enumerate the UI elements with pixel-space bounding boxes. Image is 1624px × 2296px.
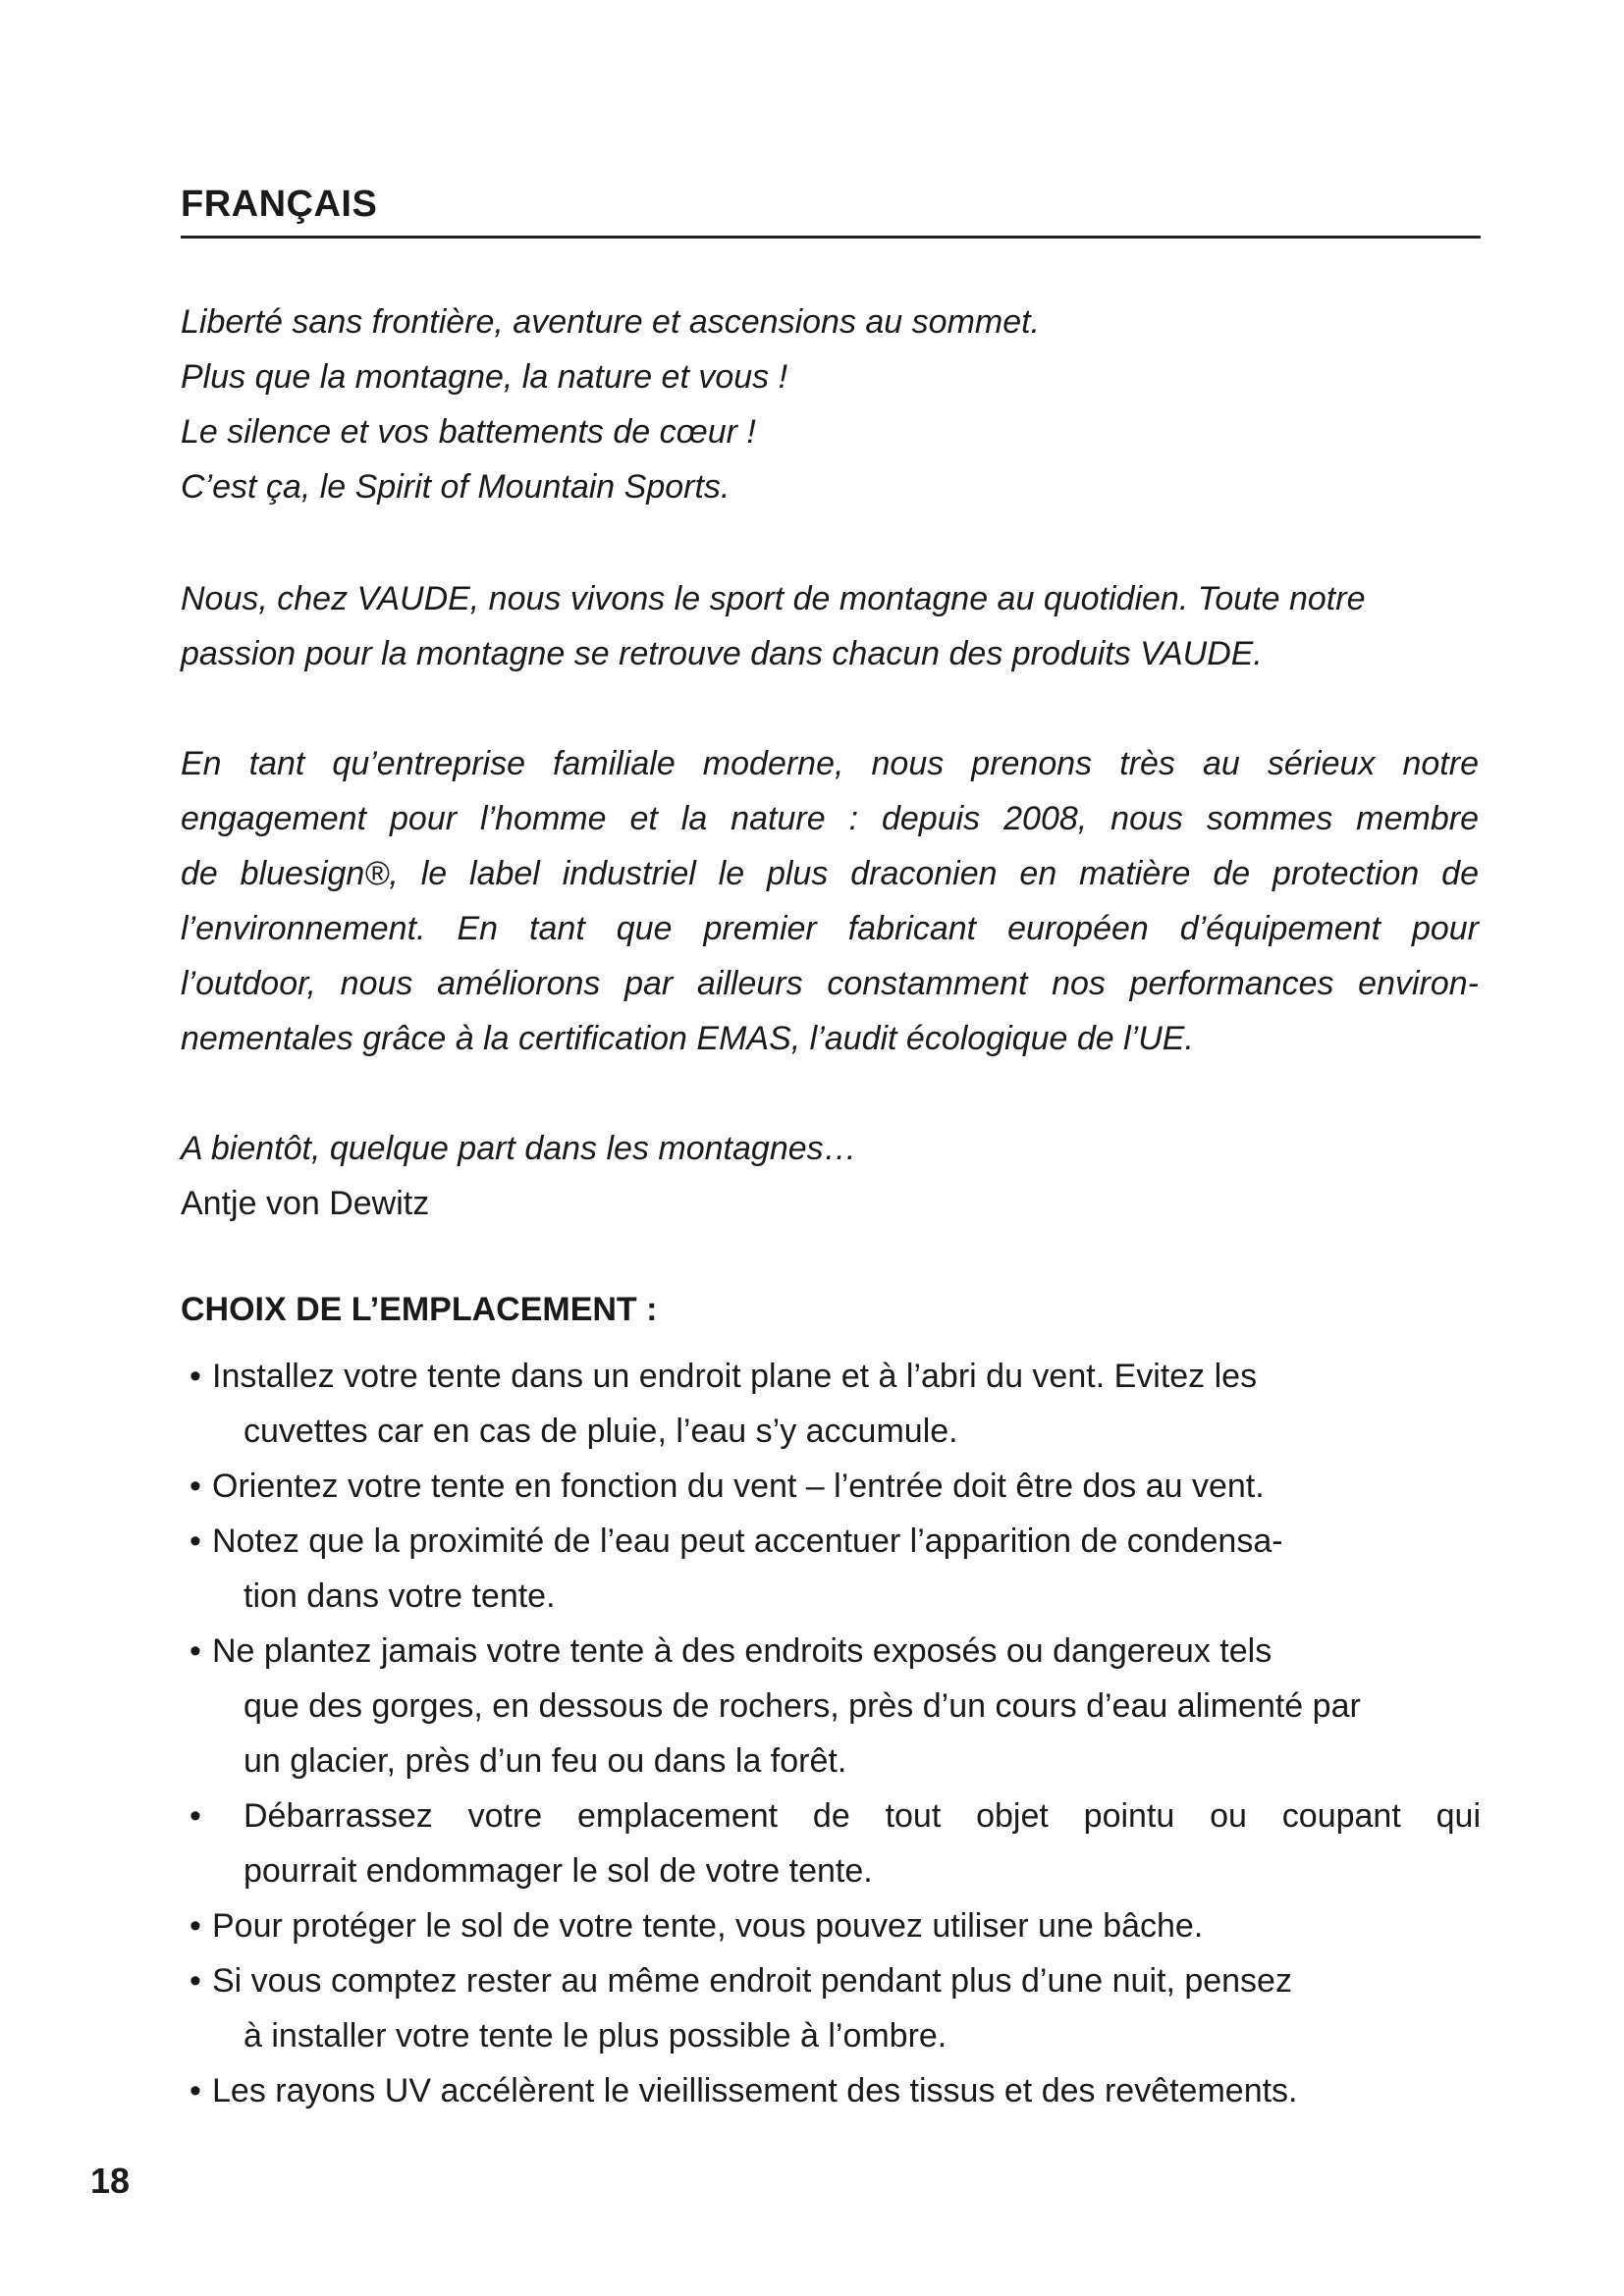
list-item-line: Orientez votre tente en fonction du vent – l’entrée doit être dos au vent. — [212, 1468, 1265, 1505]
list-item-line: Débarrassez votre emplacement de tout objet pointu ou coupant qui — [244, 1797, 1481, 1835]
list-item-line: Ne plantez jamais votre tente à des endroits exposés ou dangereux tels — [212, 1632, 1272, 1670]
paragraph-line: l’environnement. En tant que premier fabricant européen d’équipement pour — [181, 910, 1479, 947]
intro-paragraph-family-company — [181, 736, 1479, 1066]
heading-divider — [181, 236, 1481, 239]
list-item-text — [212, 1898, 1481, 1953]
poem-line: Liberté sans frontière, aventure et ascensions au sommet. — [181, 303, 1041, 341]
list-item-text — [212, 1624, 1481, 1789]
poem-line: Plus que la montagne, la nature et vous ! — [181, 358, 788, 396]
list-item — [181, 1514, 1481, 1624]
site-choice-heading: CHOIX DE L’EMPLACEMENT : — [181, 1291, 658, 1328]
paragraph-line: nementales grâce à la certification EMAS, l’audit écologique de l’UE. — [181, 1020, 1194, 1057]
bullet-icon: • — [189, 1632, 201, 1670]
list-item-line: que des gorges, en dessous de rochers, près d’un cours d’eau alimenté par — [244, 1687, 1361, 1725]
list-item-text — [212, 1953, 1481, 2063]
list-item-text — [212, 1459, 1481, 1514]
list-item-line: pourrait endommager le sol de votre tente. — [244, 1852, 873, 1890]
paragraph-line: Nous, chez VAUDE, nous vivons le sport de montagne au quotidien. Toute notre — [181, 580, 1366, 617]
list-item-line: Les rayons UV accélèrent le vieillissement des tissus et des revêtements. — [212, 2072, 1298, 2109]
poem-line: Le silence et vos battements de cœur ! — [181, 413, 756, 451]
signature: Antje von Dewitz — [181, 1185, 430, 1222]
bullet-icon: • — [189, 1358, 201, 1395]
list-item-line: Notez que la proximité de l’eau peut accentuer l’apparition de condensa- — [212, 1522, 1283, 1560]
paragraph-line: passion pour la montagne se retrouve dans chacun des produits VAUDE. — [181, 635, 1263, 672]
list-item-line: un glacier, près d’un feu ou dans la forêt. — [244, 1742, 847, 1780]
list-item — [181, 2063, 1481, 2118]
intro-poem — [181, 294, 1479, 514]
list-item — [181, 1349, 1481, 1459]
list-item — [181, 1459, 1481, 1514]
list-item — [181, 1789, 1481, 1898]
bullet-icon: • — [189, 1797, 201, 1835]
paragraph-line: En tant qu’entreprise familiale moderne, nous prenons très au sérieux notre — [181, 745, 1479, 782]
bullet-icon: • — [189, 1522, 201, 1560]
bullet-icon: • — [189, 1907, 201, 1945]
bullet-icon: • — [189, 1468, 201, 1505]
intro-paragraph-vaude — [181, 571, 1479, 681]
list-item-line: cuvettes car en cas de pluie, l’eau s’y accumule. — [244, 1413, 958, 1450]
list-item-line: tion dans votre tente. — [244, 1577, 556, 1615]
paragraph-line: de bluesign®, le label industriel le plus draconien en matière de protection de — [181, 855, 1479, 892]
poem-line: C’est ça, le Spirit of Mountain Sports. — [181, 468, 731, 506]
bullet-icon: • — [189, 2072, 201, 2109]
list-item — [181, 1953, 1481, 2063]
closing-text: A bientôt, quelque part dans les montagnes… — [181, 1130, 857, 1167]
list-item-text — [212, 1349, 1481, 1459]
paragraph-line: engagement pour l’homme et la nature : depuis 2008, nous sommes membre — [181, 800, 1479, 837]
list-item — [181, 1898, 1481, 1953]
list-item-text — [212, 1514, 1481, 1624]
page-number: 18 — [90, 2161, 131, 2201]
list-item-line: à installer votre tente le plus possible à l’ombre. — [244, 2017, 947, 2055]
list-item-line: Pour protéger le sol de votre tente, vous pouvez utiliser une bâche. — [212, 1907, 1204, 1945]
list-item-text — [244, 1789, 1481, 1898]
section-heading-language: FRANÇAIS — [181, 184, 378, 225]
list-item-line: Si vous comptez rester au même endroit pendant plus d’une nuit, pensez — [212, 1962, 1292, 2000]
bullet-icon: • — [189, 1962, 201, 2000]
closing-line — [181, 1121, 1479, 1176]
list-item-text — [212, 2063, 1481, 2118]
site-choice-list — [181, 1349, 1481, 2118]
list-item — [181, 1624, 1481, 1789]
list-item-line: Installez votre tente dans un endroit plane et à l’abri du vent. Evitez les — [212, 1358, 1258, 1395]
paragraph-line: l’outdoor, nous améliorons par ailleurs constamment nos performances environ- — [181, 965, 1479, 1002]
